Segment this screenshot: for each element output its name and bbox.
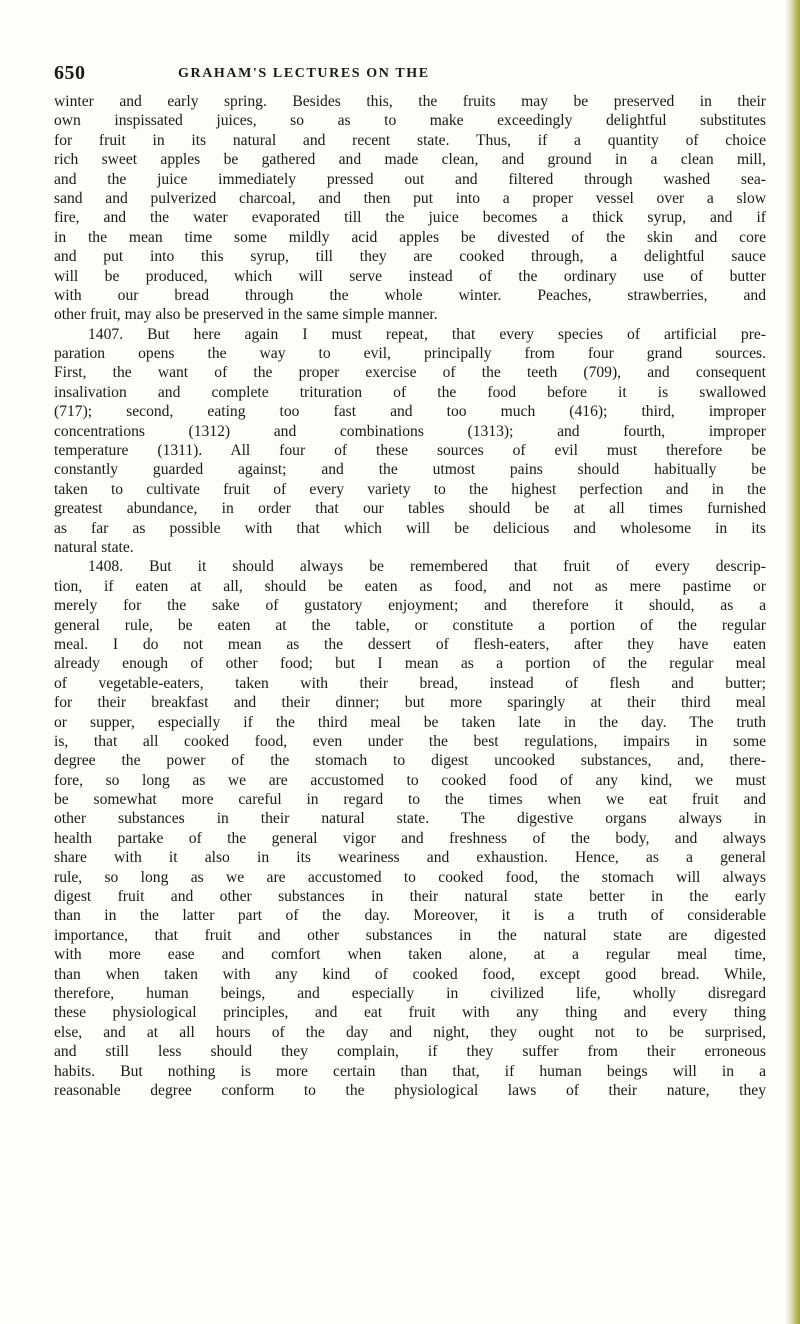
text-line: share with it also in its weariness and exhaustion. Hence, as a general <box>54 849 766 867</box>
text-line: degree the power of the stomach to digest uncooked substances, and, there- <box>54 752 766 770</box>
text-line: these physiological principles, and eat fruit with any thing and every thing <box>54 1004 766 1022</box>
page-edge-shading <box>786 0 800 1324</box>
text-line: for their breakfast and their dinner; but more sparingly at their third meal <box>54 694 766 712</box>
text-line: own inspissated juices, so as to make exceedingly delightful substitutes <box>54 112 766 130</box>
text-line: taken to cultivate fruit of every variety to the highest perfection and in the <box>54 480 766 498</box>
paragraph-1407-start: 1407. But here again I must repeat, that every species of artificial pre- <box>88 325 766 343</box>
text-line: (717); second, eating too fast and too much (416); third, improper <box>54 403 766 421</box>
text-line: digest fruit and other substances in their natural state better in the early <box>54 888 766 906</box>
text-line: fore, so long as we are accustomed to cooked food of any kind, we must <box>54 771 766 789</box>
text-line: or supper, especially if the third meal be taken late in the day. The truth <box>54 713 766 731</box>
text-line: than in the latter part of the day. Moreover, it is a truth of considerable <box>54 907 766 925</box>
text-line: than when taken with any kind of cooked food, except good bread. While, <box>54 965 766 983</box>
text-line: and put into this syrup, till they are cooked through, a delightful sauce <box>54 248 766 266</box>
text-line: already enough of other food; but I mean as a portion of the regular meal <box>54 655 766 673</box>
text-line: sand and pulverized charcoal, and then put into a proper vessel over a slow <box>54 189 766 207</box>
text-line: in the mean time some mildly acid apples be divested of the skin and core <box>54 228 766 246</box>
text-line: concentrations (1312) and combinations (1313); and fourth, improper <box>54 422 766 440</box>
running-head: GRAHAM'S LECTURES ON THE <box>178 66 430 81</box>
text-line: health partake of the general vigor and freshness of the body, and always <box>54 829 766 847</box>
text-line: meal. I do not mean as the dessert of flesh-eaters, after they have eaten <box>54 635 766 653</box>
text-line: other substances in their natural state. The digestive organs always in <box>54 810 766 828</box>
page-header <box>54 62 764 86</box>
text-line: be somewhat more careful in regard to the times when we eat fruit and <box>54 791 766 809</box>
page-number: 650 <box>54 62 86 84</box>
text-line: for fruit in its natural and recent state. Thus, if a quantity of choice <box>54 131 766 149</box>
text-line: winter and early spring. Besides this, the fruits may be preserved in their <box>54 93 766 110</box>
text-line: constantly guarded against; and the utmost pains should habitually be <box>54 461 766 479</box>
text-line: fire, and the water evaporated till the juice becomes a thick syrup, and if <box>54 209 766 227</box>
text-line: is, that all cooked food, even under the best regulations, impairs in some <box>54 732 766 750</box>
paragraph-end-line: natural state. <box>54 538 134 556</box>
text-line: merely for the sake of gustatory enjoyment; and therefore it should, as a <box>54 597 766 615</box>
text-line: and the juice immediately pressed out and filtered through washed sea- <box>54 170 766 188</box>
text-line: temperature (1311). All four of these sources of evil must therefore be <box>54 442 766 460</box>
body-text <box>54 92 766 1100</box>
text-line: rich sweet apples be gathered and made clean, and ground in a clean mill, <box>54 151 766 169</box>
text-line: as far as possible with that which will be delicious and wholesome in its <box>54 519 766 537</box>
text-line: habits. But nothing is more certain than that, if human beings will in a <box>54 1062 766 1080</box>
text-line: else, and at all hours of the day and night, they ought not to be surprised, <box>54 1023 766 1041</box>
text-line: paration opens the way to evil, principally from four grand sources. <box>54 345 766 363</box>
text-line: with more ease and comfort when taken alone, at a regular meal time, <box>54 946 766 964</box>
text-line: First, the want of the proper exercise of the teeth (709), and consequent <box>54 364 766 382</box>
text-line: insalivation and complete trituration of the food before it is swallowed <box>54 383 766 401</box>
text-line: of vegetable-eaters, taken with their bread, instead of flesh and butter; <box>54 674 766 692</box>
text-line: importance, that fruit and other substances in the natural state are digested <box>54 926 766 944</box>
text-line: rule, so long as we are accustomed to cooked food, the stomach will always <box>54 868 766 886</box>
text-line: will be produced, which will serve instead of the ordinary use of butter <box>54 267 766 285</box>
text-line: and still less should they complain, if they suffer from their erroneous <box>54 1043 766 1061</box>
text-line: therefore, human beings, and especially in civilized life, wholly disregard <box>54 984 766 1002</box>
text-line: general rule, be eaten at the table, or constitute a portion of the regular <box>54 616 766 634</box>
paragraph-end-line: other fruit, may also be preserved in the same simple manner. <box>54 306 438 324</box>
paragraph-1408-start: 1408. But it should always be remembered that fruit of every descrip- <box>88 558 766 576</box>
text-line: reasonable degree conform to the physiological laws of their nature, they <box>54 1081 766 1099</box>
text-line: with our bread through the whole winter. Peaches, strawberries, and <box>54 286 766 304</box>
text-line: tion, if eaten at all, should be eaten as food, and not as mere pastime or <box>54 577 766 595</box>
text-line: greatest abundance, in order that our tables should be at all times furnished <box>54 500 766 518</box>
